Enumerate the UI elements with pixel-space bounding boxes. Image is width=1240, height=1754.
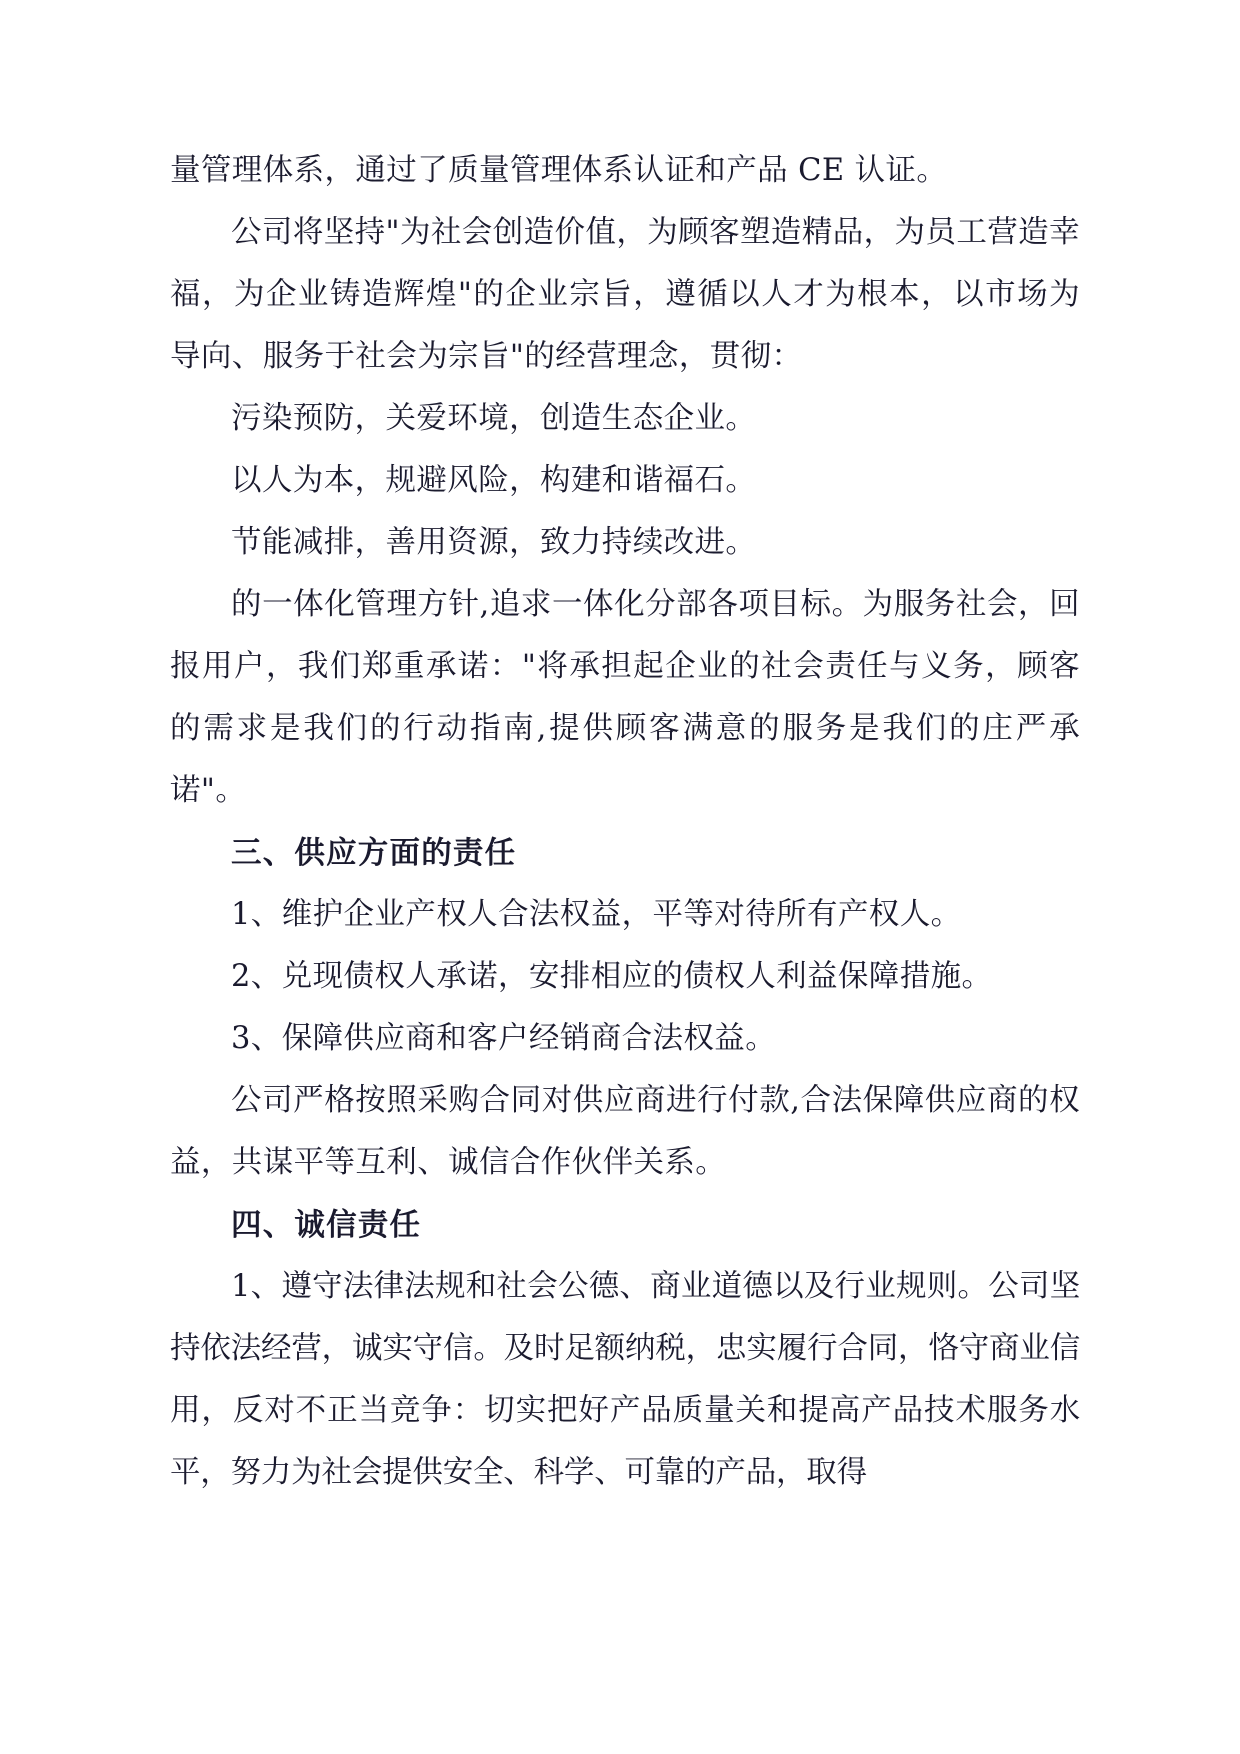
section-heading-supply-responsibility: 三、供应方面的责任 xyxy=(231,835,517,871)
list-item-supply-1: 1、维护企业产权人合法权益，平等对待所有产权人。 xyxy=(231,897,962,932)
list-item-supply-2: 2、兑现债权人承诺，安排相应的债权人利益保障措施。 xyxy=(231,959,993,994)
paragraph-continued: 量管理体系，通过了质量管理体系认证和产品 CE 认证。 xyxy=(170,153,948,188)
paragraph-policy-energy: 节能减排，善用资源，致力持续改进。 xyxy=(231,525,757,560)
list-item-integrity-1: 1、遵守法律法规和社会公德、商业道德以及行业规则。公司坚持依法经营，诚实守信。及时足额纳税，忠实履行合同，恪守商业信用，反对不正当竞争：切实把好产品质量关和提高产品技术服务水平，努力为社会提供安全、科学、可靠的产品，取得 xyxy=(170,1269,1080,1490)
section-heading-integrity-responsibility: 四、诚信责任 xyxy=(231,1207,422,1243)
paragraph-integrated-management: 的一体化管理方针,追求一体化分部各项目标。为服务社会，回报用户，我们郑重承诺："将承担起企业的社会责任与义务，顾客的需求是我们的行动指南,提供顾客满意的服务是我们的庄严承诺"。 xyxy=(170,587,1080,808)
paragraph-policy-environment: 污染预防，关爱环境，创造生态企业。 xyxy=(231,401,757,436)
paragraph-supplier-payment: 公司严格按照采购合同对供应商进行付款,合法保障供应商的权益，共谋平等互利、诚信合作伙伴关系。 xyxy=(170,1083,1080,1180)
paragraph-policy-people: 以人为本，规避风险，构建和谐福石。 xyxy=(231,463,757,498)
list-item-supply-3: 3、保障供应商和客户经销商合法权益。 xyxy=(231,1021,777,1056)
document-body xyxy=(170,140,1080,1504)
paragraph-company-mission: 公司将坚持"为社会创造价值，为顾客塑造精品，为员工营造幸福，为企业铸造辉煌"的企业宗旨，遵循以人才为根本，以市场为导向、服务于社会为宗旨"的经营理念，贯彻： xyxy=(170,215,1080,374)
